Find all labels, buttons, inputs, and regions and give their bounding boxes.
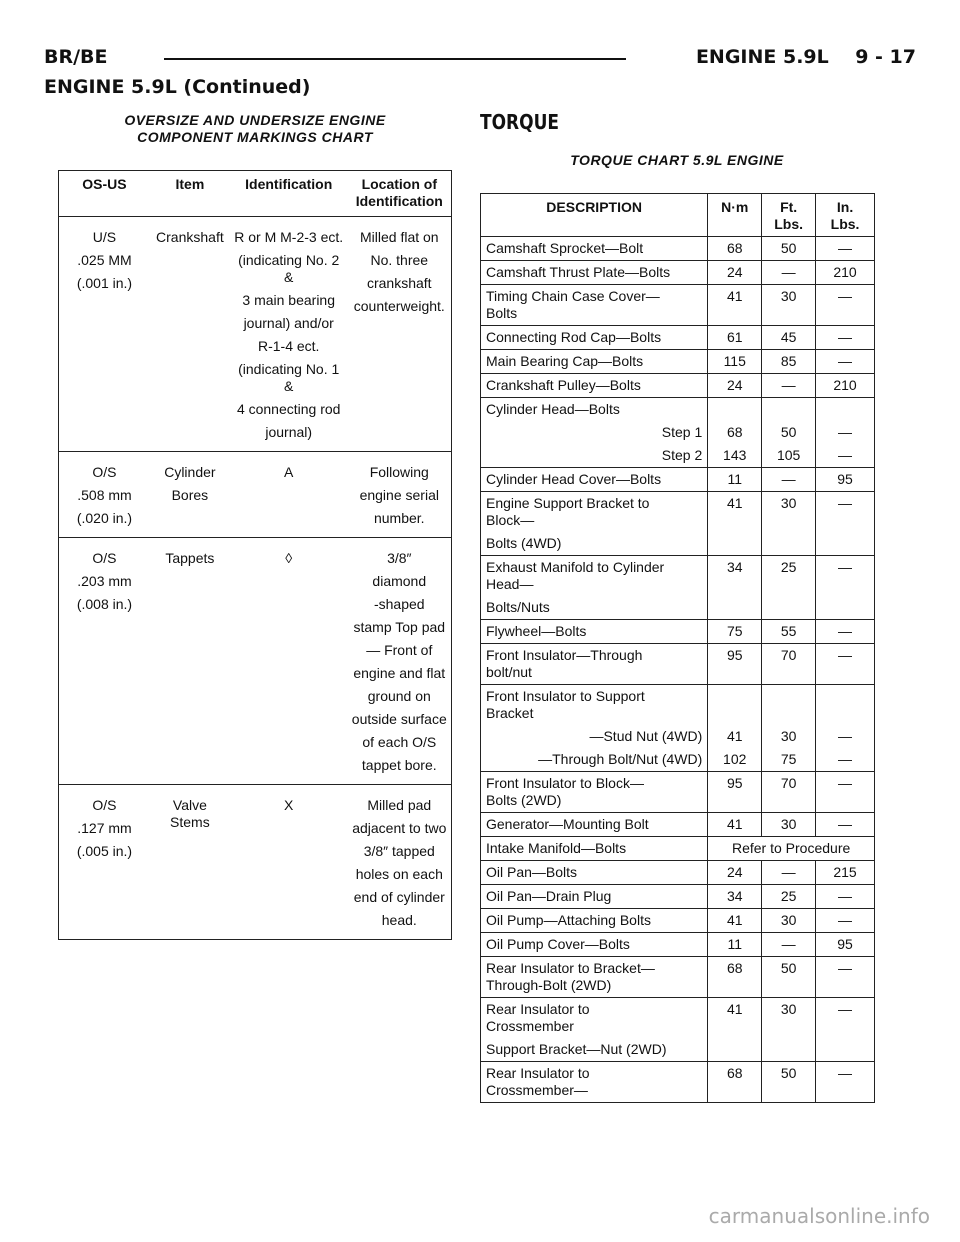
value-cell: — <box>816 885 875 909</box>
description-cell <box>481 492 708 556</box>
value-cell: 102 <box>708 748 762 772</box>
table-cell <box>150 217 230 452</box>
table-cell <box>59 538 150 785</box>
table-cell <box>348 785 452 940</box>
description-line: Flywheel—Bolts <box>486 623 587 639</box>
value-cell: — <box>762 861 816 885</box>
description-cell: —Through Bolt/Nut (4WD) <box>481 748 708 772</box>
description-line: Head— <box>486 576 534 592</box>
description-line: Cylinder Head Cover—Bolts <box>486 471 662 487</box>
value-cell: — <box>816 748 875 772</box>
table-cell <box>230 538 348 785</box>
value-cell: 115 <box>708 350 762 374</box>
table-sub-row <box>481 421 875 444</box>
description-cell: Step 1 <box>481 421 708 444</box>
table-row <box>481 998 875 1062</box>
description-line: Rear Insulator to <box>486 1065 590 1081</box>
description-line: bolt/nut <box>486 664 532 680</box>
value-cell: 95 <box>816 468 875 492</box>
table-cell <box>59 452 150 538</box>
value-cell <box>816 398 875 422</box>
value-cell <box>816 685 875 726</box>
description-line: Crossmember— <box>486 1082 588 1098</box>
description-line: Oil Pan—Bolts <box>486 864 578 880</box>
value-cell: — <box>816 285 875 326</box>
markings-header-cell: Location of Identification <box>348 171 452 217</box>
description-cell <box>481 285 708 326</box>
cell-line: 4 connecting rod <box>236 401 341 417</box>
value-cell: — <box>816 350 875 374</box>
torque-header-cell: N·m <box>708 194 762 237</box>
table-cell <box>348 538 452 785</box>
cell-line: counterweight. <box>353 298 445 314</box>
value-cell: 70 <box>762 772 816 813</box>
description-line: Generator—Mounting Bolt <box>486 816 649 832</box>
cell-line: end of cylinder <box>353 889 445 905</box>
table-row <box>481 933 875 957</box>
value-cell: 210 <box>816 374 875 398</box>
table-row <box>59 217 452 452</box>
value-cell: 68 <box>708 957 762 998</box>
table-row <box>481 813 875 837</box>
value-cell: 210 <box>816 261 875 285</box>
description-line: Oil Pan—Drain Plug <box>486 888 612 904</box>
markings-header-cell: OS-US <box>59 171 150 217</box>
table-sub-row <box>481 725 875 748</box>
torque-table <box>480 193 875 1103</box>
description-line: Front Insulator—Through <box>486 647 643 663</box>
table-cell <box>150 785 230 940</box>
value-cell: 55 <box>762 620 816 644</box>
value-cell: — <box>816 421 875 444</box>
torque-header-row <box>481 194 875 237</box>
description-line: Crossmember <box>486 1018 574 1034</box>
value-cell <box>762 398 816 422</box>
description-line: Rear Insulator to Bracket— <box>486 960 655 976</box>
value-cell: 41 <box>708 998 762 1062</box>
cell-line: holes on each <box>355 866 443 882</box>
value-cell: — <box>816 957 875 998</box>
cell-line: (indicating No. 2 & <box>238 252 340 285</box>
cell-line: A <box>284 464 294 480</box>
value-cell: 30 <box>762 492 816 556</box>
markings-chart-title: OVERSIZE AND UNDERSIZE ENGINE COMPONENT MARKINGS CHART <box>124 112 386 145</box>
cell-line: Milled flat on <box>359 229 439 245</box>
value-cell: 41 <box>708 725 762 748</box>
value-cell: 30 <box>762 909 816 933</box>
cell-line: crankshaft <box>366 275 432 291</box>
table-row <box>481 492 875 556</box>
value-cell <box>762 685 816 726</box>
table-cell <box>348 217 452 452</box>
table-row <box>481 468 875 492</box>
torque-header-cell <box>816 194 875 237</box>
cell-line: Tappets <box>165 550 215 566</box>
header-line: Ft. <box>780 199 798 215</box>
description-line: Connecting Rod Cap—Bolts <box>486 329 662 345</box>
cell-line: .203 mm <box>77 573 132 589</box>
value-cell: 68 <box>708 237 762 261</box>
description-line: Oil Pump—Attaching Bolts <box>486 912 651 928</box>
cell-line: number. <box>373 510 425 526</box>
cell-line: head. <box>381 912 417 928</box>
description-cell <box>481 468 708 492</box>
table-row <box>481 237 875 261</box>
description-line: Camshaft Sprocket—Bolt <box>486 240 644 256</box>
table-row <box>481 957 875 998</box>
value-cell: 61 <box>708 326 762 350</box>
table-row <box>481 861 875 885</box>
cell-line: No. three <box>370 252 429 268</box>
value-cell: 50 <box>762 1062 816 1103</box>
value-cell: 45 <box>762 326 816 350</box>
description-line: Engine Support Bracket to <box>486 495 650 511</box>
table-row <box>481 374 875 398</box>
table-cell <box>348 452 452 538</box>
table-row <box>481 1062 875 1103</box>
description-cell: Step 2 <box>481 444 708 468</box>
value-cell: 41 <box>708 909 762 933</box>
value-cell: 95 <box>708 772 762 813</box>
description-cell <box>481 813 708 837</box>
torque-chart-title: TORQUE CHART 5.9L ENGINE <box>570 152 784 168</box>
value-cell: 41 <box>708 492 762 556</box>
value-cell: 50 <box>762 237 816 261</box>
table-cell <box>230 452 348 538</box>
description-line: Rear Insulator to <box>486 1001 590 1017</box>
cell-line: U/S <box>92 229 117 245</box>
description-cell <box>481 998 708 1062</box>
value-cell: 11 <box>708 933 762 957</box>
cell-line: engine and flat <box>353 665 446 681</box>
cell-line: (.005 in.) <box>76 843 133 859</box>
table-cell <box>59 785 150 940</box>
description-cell <box>481 644 708 685</box>
table-sub-row <box>481 444 875 468</box>
value-cell: — <box>816 444 875 468</box>
markings-header-cell: Identification <box>230 171 348 217</box>
value-cell: 24 <box>708 261 762 285</box>
description-line: Bolts (2WD) <box>486 792 562 808</box>
description-line: Crankshaft Pulley—Bolts <box>486 377 641 393</box>
value-cell: 30 <box>762 725 816 748</box>
value-cell: 75 <box>762 748 816 772</box>
value-cell: 30 <box>762 998 816 1062</box>
table-row <box>481 398 875 422</box>
value-cell: 50 <box>762 421 816 444</box>
value-cell: 25 <box>762 885 816 909</box>
table-row <box>481 326 875 350</box>
value-cell: 25 <box>762 556 816 620</box>
cell-line: adjacent to two <box>352 820 447 836</box>
description-cell <box>481 350 708 374</box>
description-cell <box>481 837 708 861</box>
description-cell <box>481 772 708 813</box>
cell-line: — Front of <box>366 642 433 658</box>
header-rule <box>164 58 626 60</box>
markings-header-cell: Item <box>150 171 230 217</box>
cell-line: O/S <box>92 797 117 813</box>
value-cell <box>708 398 762 422</box>
description-line: Bolts <box>486 305 518 321</box>
cell-line: Cylinder <box>164 464 216 480</box>
description-line: Through-Bolt (2WD) <box>486 977 612 993</box>
cell-line: .025 MM <box>77 252 132 268</box>
cell-line: (indicating No. 1 & <box>238 361 340 394</box>
cell-line: (.001 in.) <box>76 275 133 291</box>
description-line: Oil Pump Cover—Bolts <box>486 936 630 952</box>
value-cell: — <box>762 261 816 285</box>
description-cell <box>481 261 708 285</box>
table-row <box>481 909 875 933</box>
table-cell <box>150 452 230 538</box>
value-cell: 68 <box>708 1062 762 1103</box>
value-cell: — <box>816 1062 875 1103</box>
table-row <box>481 837 875 861</box>
cell-line: 3/8″ tapped <box>363 843 435 859</box>
value-cell: 24 <box>708 374 762 398</box>
description-line: Camshaft Thrust Plate—Bolts <box>486 264 671 280</box>
value-cell: 24 <box>708 861 762 885</box>
value-cell: 30 <box>762 813 816 837</box>
description-cell <box>481 620 708 644</box>
header-line: Lbs. <box>774 216 804 232</box>
value-cell: 85 <box>762 350 816 374</box>
table-row <box>481 261 875 285</box>
cell-line: engine serial <box>359 487 439 503</box>
description-line: Front Insulator to Support <box>486 688 645 704</box>
value-cell: 95 <box>708 644 762 685</box>
description-cell <box>481 326 708 350</box>
cell-line: Following <box>369 464 429 480</box>
description-cell <box>481 374 708 398</box>
description-cell <box>481 237 708 261</box>
value-cell <box>708 685 762 726</box>
table-row <box>59 452 452 538</box>
markings-body <box>59 217 452 940</box>
value-cell: 11 <box>708 468 762 492</box>
value-cell: 105 <box>762 444 816 468</box>
description-cell <box>481 1062 708 1103</box>
value-cell: Refer to Procedure <box>708 837 875 861</box>
cell-line: .127 mm <box>77 820 132 836</box>
markings-header-row <box>59 171 452 217</box>
cell-line: tappet bore. <box>361 757 437 773</box>
description-line: Intake Manifold—Bolts <box>486 840 627 856</box>
cell-line: outside surface <box>351 711 447 727</box>
value-cell: 75 <box>708 620 762 644</box>
description-line: Support Bracket—Nut (2WD) <box>486 1041 667 1057</box>
table-row <box>59 538 452 785</box>
table-row <box>481 350 875 374</box>
value-cell: — <box>816 492 875 556</box>
value-cell: 50 <box>762 957 816 998</box>
value-cell: 41 <box>708 813 762 837</box>
description-cell: —Stud Nut (4WD) <box>481 725 708 748</box>
cell-line: Bores <box>171 487 209 503</box>
table-row <box>481 685 875 726</box>
description-cell <box>481 685 708 726</box>
value-cell: — <box>816 725 875 748</box>
value-cell: — <box>762 374 816 398</box>
cell-line: (.020 in.) <box>76 510 133 526</box>
value-cell: — <box>816 813 875 837</box>
value-cell: 143 <box>708 444 762 468</box>
table-row <box>481 772 875 813</box>
value-cell: 30 <box>762 285 816 326</box>
value-cell: — <box>816 644 875 685</box>
cell-line: R or M M-2-3 ect. <box>234 229 344 245</box>
header-line: Lbs. <box>830 216 860 232</box>
table-row <box>59 785 452 940</box>
description-cell <box>481 398 708 422</box>
value-cell: — <box>816 326 875 350</box>
header-model: BR/BE <box>44 46 108 68</box>
table-cell <box>59 217 150 452</box>
table-row <box>481 285 875 326</box>
cell-line: journal) and/or <box>243 315 334 331</box>
value-cell: 70 <box>762 644 816 685</box>
value-cell: 68 <box>708 421 762 444</box>
markings-table <box>58 170 452 940</box>
description-cell <box>481 861 708 885</box>
table-sub-row <box>481 748 875 772</box>
description-line: Front Insulator to Block— <box>486 775 644 791</box>
page-header <box>44 44 916 72</box>
table-row <box>481 556 875 620</box>
value-cell: 34 <box>708 885 762 909</box>
cell-line: stamp Top pad <box>353 619 446 635</box>
table-cell <box>230 217 348 452</box>
torque-header-cell <box>762 194 816 237</box>
value-cell: 41 <box>708 285 762 326</box>
cell-line: journal) <box>265 424 313 440</box>
value-cell: — <box>816 620 875 644</box>
cell-line: .508 mm <box>77 487 132 503</box>
description-cell <box>481 556 708 620</box>
continued-title: ENGINE 5.9L (Continued) <box>44 76 311 98</box>
table-cell <box>150 538 230 785</box>
value-cell: 95 <box>816 933 875 957</box>
value-cell: — <box>816 909 875 933</box>
value-cell: — <box>816 772 875 813</box>
description-line: Bolts/Nuts <box>486 599 550 615</box>
description-line: Exhaust Manifold to Cylinder <box>486 559 665 575</box>
value-cell: 34 <box>708 556 762 620</box>
description-cell <box>481 957 708 998</box>
cell-line: ground on <box>367 688 431 704</box>
value-cell: 215 <box>816 861 875 885</box>
header-line: In. <box>836 199 854 215</box>
cell-line: 3 main bearing <box>242 292 336 308</box>
table-row <box>481 620 875 644</box>
cell-line: (.008 in.) <box>76 596 133 612</box>
description-cell <box>481 933 708 957</box>
cell-line: X <box>284 797 294 813</box>
cell-line: O/S <box>92 464 117 480</box>
value-cell: — <box>816 998 875 1062</box>
description-line: Main Bearing Cap—Bolts <box>486 353 644 369</box>
cell-line: ◊ <box>285 550 293 566</box>
description-line: Cylinder Head—Bolts <box>486 401 620 417</box>
table-row <box>481 644 875 685</box>
table-cell <box>230 785 348 940</box>
cell-line: Milled pad <box>367 797 432 813</box>
value-cell: — <box>762 933 816 957</box>
value-cell: — <box>762 468 816 492</box>
cell-line: 3/8″ <box>387 550 412 566</box>
cell-line: diamond <box>372 573 427 589</box>
watermark: carmanualsonline.info <box>708 1204 930 1228</box>
cell-line: Crankshaft <box>156 229 224 245</box>
header-section: ENGINE 5.9L 9 - 17 <box>695 46 916 68</box>
cell-line: O/S <box>92 550 117 566</box>
torque-header-cell: DESCRIPTION <box>481 194 708 237</box>
description-line: Timing Chain Case Cover— <box>486 288 660 304</box>
value-cell: — <box>816 556 875 620</box>
torque-body <box>481 237 875 1103</box>
description-cell <box>481 885 708 909</box>
description-line: Bracket <box>486 705 534 721</box>
table-row <box>481 885 875 909</box>
torque-heading: TORQUE <box>480 110 560 134</box>
cell-line: Valve Stems <box>170 797 210 830</box>
description-line: Bolts (4WD) <box>486 535 562 551</box>
cell-line: R-1-4 ect. <box>257 338 320 354</box>
value-cell: — <box>816 237 875 261</box>
cell-line: of each O/S <box>362 734 437 750</box>
description-cell <box>481 909 708 933</box>
description-line: Block— <box>486 512 535 528</box>
cell-line: -shaped <box>373 596 425 612</box>
